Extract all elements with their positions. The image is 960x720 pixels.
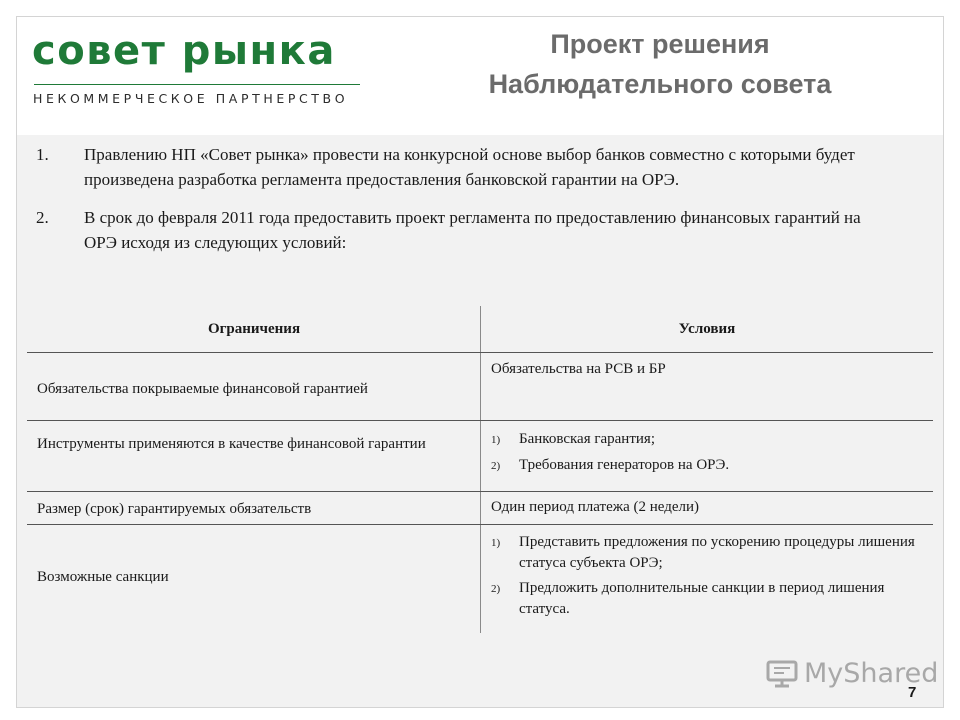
logo-divider <box>34 84 360 85</box>
condition-list-item <box>491 532 923 574</box>
table-header-restrictions: Ограничения <box>207 320 301 337</box>
condition-marker: 2) <box>491 460 501 472</box>
numbered-list <box>36 142 896 268</box>
table-row <box>27 524 933 633</box>
page-title <box>420 24 900 104</box>
list-item <box>36 142 896 192</box>
watermark-text: MyShared <box>804 658 939 689</box>
condition-marker: 1) <box>491 434 501 446</box>
condition-marker: 1) <box>491 537 501 549</box>
list-item-text: Правлению НП «Совет рынка» провести на конкурсной основе выбор банков совместно с которыми будет произведена разработка регламента предоставления банковской гарантии на ОРЭ. <box>84 145 855 189</box>
condition-text: Предложить дополнительные санкции в период лишения статуса. <box>519 580 885 617</box>
table-header-row <box>27 306 933 352</box>
logo-text: совет рынка <box>32 28 336 74</box>
page-number: 7 <box>908 684 917 701</box>
list-item-text: В срок до февраля 2011 года предоставить проект регламента по предоставлению финансовых гарантий на ОРЭ исходя из следующих условий: <box>84 208 861 252</box>
page-title-line2: Наблюдательного совета <box>488 69 832 99</box>
presentation-board-icon <box>766 660 798 688</box>
logo-subtitle: НЕКОММЕРЧЕСКОЕ ПАРТНЕРСТВО <box>33 91 349 106</box>
conditions-table <box>27 306 933 633</box>
condition-text: Представить предложения по ускорению процедуры лишения статуса субъекта ОРЭ; <box>519 534 915 571</box>
list-item <box>36 205 896 255</box>
table-cell-condition: Один период платежа (2 недели) <box>491 499 700 515</box>
table-cell-restriction: Инструменты применяются в качестве финансовой гарантии <box>37 436 426 452</box>
list-item-number: 2. <box>36 208 49 227</box>
condition-list-item <box>491 455 923 477</box>
table-row <box>27 491 933 524</box>
table-cell-restriction: Возможные санкции <box>37 569 169 585</box>
condition-list-item <box>491 429 923 451</box>
table-cell-restriction: Размер (срок) гарантируемых обязательств <box>37 501 312 517</box>
table-cell-condition <box>481 420 933 491</box>
table-row <box>27 352 933 420</box>
condition-text: Банковская гарантия; <box>519 431 655 447</box>
list-item-number: 1. <box>36 145 49 164</box>
table-row <box>27 420 933 491</box>
table-cell-condition <box>481 524 933 633</box>
condition-marker: 2) <box>491 583 501 595</box>
condition-text: Требования генераторов на ОРЭ. <box>519 457 730 473</box>
table-header-conditions: Условия <box>678 320 736 337</box>
table-cell-condition: Обязательства на РСВ и БР <box>491 361 666 377</box>
table-cell-restriction: Обязательства покрываемые финансовой гарантией <box>37 381 368 397</box>
page-title-line1: Проект решения <box>550 29 770 59</box>
condition-list-item <box>491 578 923 620</box>
